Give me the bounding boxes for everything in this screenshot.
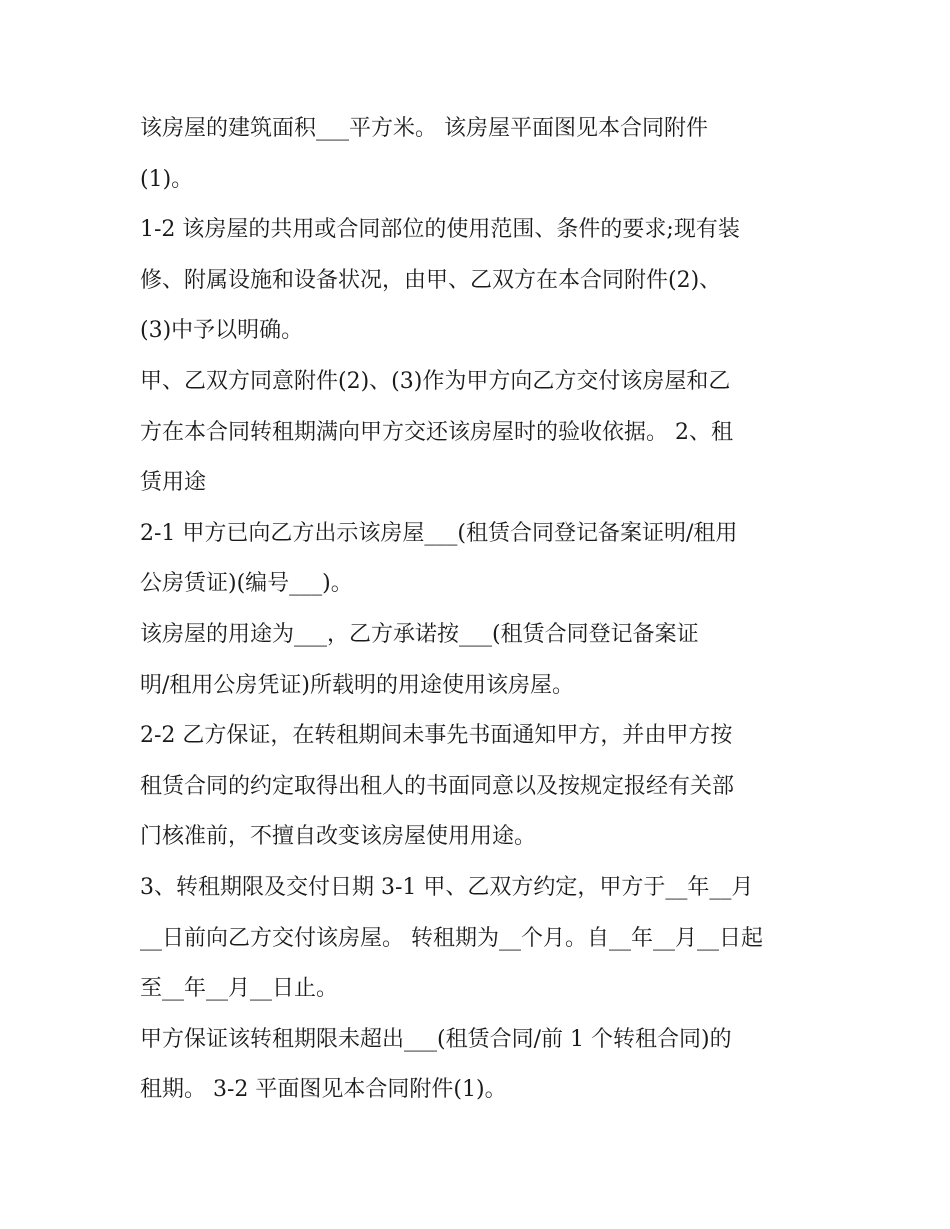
text-line: 租期。 3-2 平面图见本合同附件(1)。 bbox=[140, 1077, 507, 1103]
text-line: 公房赁证)(编号___)。 bbox=[140, 571, 353, 597]
contract-body-text bbox=[140, 104, 820, 1116]
text-line: 甲方保证该转租期限未超出___(租赁合同/前 1 个转租合同)的 bbox=[140, 1026, 732, 1052]
text-line: 明/租用公房凭证)所载明的用途使用该房屋。 bbox=[140, 672, 574, 698]
text-line: 门核准前，不擅自改变该房屋使用用途。 bbox=[140, 824, 537, 850]
text-line: 1-2 该房屋的共用或合同部位的使用范围、条件的要求;现有装 bbox=[140, 217, 740, 243]
text-line: 租赁合同的约定取得出租人的书面同意以及按规定报经有关部 bbox=[140, 773, 735, 799]
text-line: 至__年__月__日止。 bbox=[140, 976, 339, 1002]
text-line: 3、转租期限及交付日期 3-1 甲、乙双方约定，甲方于__年__月 bbox=[140, 874, 754, 900]
text-line: 该房屋的建筑面积___平方米。 该房屋平面图见本合同附件 bbox=[140, 116, 708, 141]
text-line: 2-1 甲方已向乙方出示该房屋___(租赁合同登记备案证明/租用 bbox=[140, 520, 738, 546]
text-line: 2-2 乙方保证，在转租期间未事先书面通知甲方，并由甲方按 bbox=[140, 723, 733, 749]
text-line: 修、附属设施和设备状况，由甲、乙双方在本合同附件(2)、 bbox=[140, 267, 722, 293]
text-line: (3)中予以明确。 bbox=[140, 318, 304, 344]
text-line: 甲、乙双方同意附件(2)、(3)作为甲方向乙方交付该房屋和乙 bbox=[140, 368, 731, 394]
text-line: 该房屋的用途为___，乙方承诺按___(租赁合同登记备案证 bbox=[140, 621, 699, 647]
text-line: 方在本合同转租期满向甲方交还该房屋时的验收依据。 2、租 bbox=[140, 419, 733, 445]
text-line: (1)。 bbox=[140, 166, 194, 192]
text-line: __日前向乙方交付该房屋。 转租期为__个月。自__年__月__日起 bbox=[140, 925, 763, 951]
text-line: 赁用途 bbox=[140, 470, 207, 496]
